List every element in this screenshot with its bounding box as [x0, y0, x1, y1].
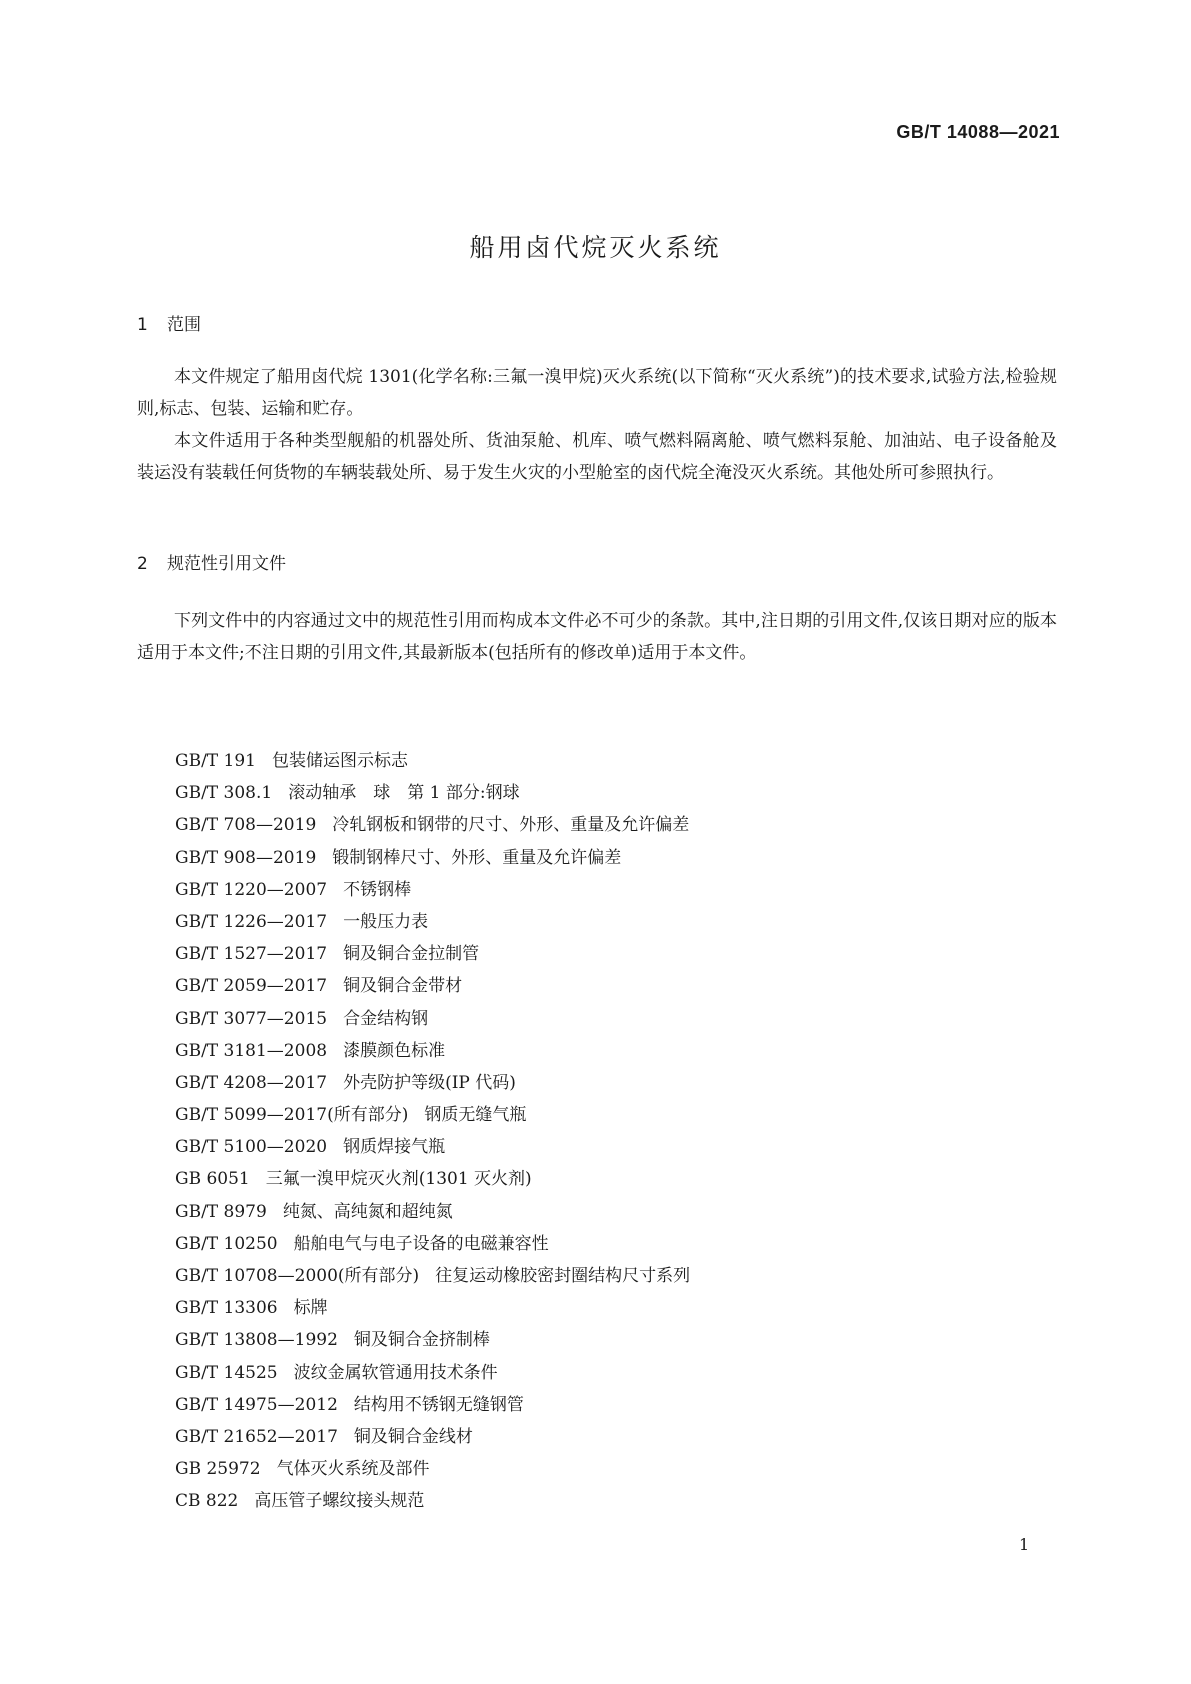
reference-item — [175, 1421, 690, 1453]
reference-title: 铜及铜合金线材 — [353, 1426, 473, 1447]
reference-item — [175, 745, 690, 777]
reference-item — [175, 1228, 690, 1260]
reference-code: GB/T 10250 — [175, 1233, 278, 1254]
reference-title: 铜及铜合金带材 — [343, 976, 463, 997]
reference-code: GB/T 4208—2017 — [175, 1072, 328, 1093]
document-title: 船用卤代烷灭火系统 — [469, 233, 722, 262]
reference-item — [175, 906, 690, 938]
reference-code: GB 6051 — [175, 1169, 250, 1190]
reference-item — [175, 1035, 690, 1067]
reference-item — [175, 1357, 690, 1389]
reference-code: GB/T 8979 — [175, 1201, 267, 1222]
reference-title: 包装储运图示标志 — [272, 751, 408, 771]
section-1-heading — [137, 310, 201, 335]
section-2-paragraph-1: 下列文件中的内容通过文中的规范性引用而构成本文件必不可少的条款。其中,注日期的引用文件,仅该日期对应的版本适用于本文件;不注日期的引用文件,其最新版本(包括所有的修改单)适用于本文件。 — [137, 611, 1057, 663]
reference-title: 气体灭火系统及部件 — [276, 1459, 430, 1480]
reference-title: 铜及铜合金拉制管 — [343, 944, 480, 965]
section-2-number: 2 — [137, 554, 148, 574]
reference-title: 冷轧钢板和钢带的尺寸、外形、重量及允许偏差 — [332, 815, 690, 836]
reference-item — [175, 842, 690, 874]
reference-code: GB/T 13306 — [175, 1298, 278, 1319]
reference-title: 不锈钢棒 — [343, 879, 412, 900]
reference-item — [175, 1196, 690, 1228]
reference-code: GB/T 14975—2012 — [175, 1394, 338, 1415]
reference-title: 合金结构钢 — [343, 1008, 429, 1029]
standard-number: GB/T 14088—2021 — [896, 122, 1060, 142]
reference-code: GB/T 21652—2017 — [175, 1426, 338, 1447]
reference-item — [175, 1324, 690, 1356]
reference-code: GB/T 308.1 — [175, 783, 273, 804]
reference-item — [175, 777, 690, 809]
reference-title: 纯氮、高纯氮和超纯氮 — [282, 1201, 453, 1222]
reference-item — [175, 1003, 690, 1035]
reference-code: GB/T 191 — [175, 751, 256, 771]
page-number: 1 — [1019, 1535, 1030, 1554]
reference-item — [175, 1163, 690, 1195]
reference-title: 铜及铜合金挤制棒 — [353, 1330, 490, 1351]
reference-title: 往复运动橡胶密封圈结构尺寸系列 — [435, 1266, 691, 1286]
reference-code: GB/T 1220—2007 — [175, 879, 328, 900]
section-1-number: 1 — [137, 315, 148, 335]
section-1-title: 范围 — [167, 315, 201, 335]
reference-title: 三氟一溴甲烷灭火剂(1301 灭火剂) — [265, 1169, 532, 1190]
reference-item — [175, 1131, 690, 1163]
reference-title: 滚动轴承 球 第 1 部分:钢球 — [288, 783, 520, 804]
reference-code: GB/T 708—2019 — [175, 815, 317, 836]
reference-title: 波纹金属软管通用技术条件 — [293, 1362, 498, 1383]
reference-item — [175, 1292, 690, 1324]
reference-item — [175, 938, 690, 970]
reference-code: GB/T 13808—1992 — [175, 1330, 338, 1351]
reference-code: GB 25972 — [175, 1459, 261, 1480]
reference-item — [175, 1389, 690, 1421]
section-2-heading — [137, 549, 286, 574]
reference-title: 船舶电气与电子设备的电磁兼容性 — [293, 1233, 549, 1254]
reference-code: GB/T 1527—2017 — [175, 944, 328, 965]
reference-title: 一般压力表 — [343, 911, 429, 932]
reference-title: 锻制钢棒尺寸、外形、重量及允许偏差 — [332, 847, 622, 868]
reference-code: GB/T 10708—2000(所有部分) — [175, 1266, 420, 1286]
reference-list — [175, 745, 690, 1518]
reference-title: 漆膜颜色标准 — [343, 1040, 446, 1061]
reference-title: 结构用不锈钢无缝钢管 — [353, 1394, 524, 1415]
reference-code: GB/T 2059—2017 — [175, 976, 328, 997]
reference-title: 高压管子螺纹接头规范 — [254, 1491, 425, 1512]
reference-title: 外壳防护等级(IP 代码) — [343, 1072, 516, 1093]
reference-code: GB/T 1226—2017 — [175, 911, 328, 932]
reference-code: GB/T 3077—2015 — [175, 1008, 328, 1029]
reference-code: GB/T 5099—2017(所有部分) — [175, 1105, 409, 1126]
reference-item — [175, 874, 690, 906]
reference-code: CB 822 — [175, 1491, 239, 1512]
section-1-paragraph-2: 本文件适用于各种类型舰船的机器处所、货油泵舱、机库、喷气燃料隔离舱、喷气燃料泵舱、加油站、电子设备舱及装运没有装载任何货物的车辆装载处所、易于发生火灾的小型舱室的卤代烷全淹没灭火系统。其他处所可参照执行。 — [137, 431, 1057, 483]
section-2-title: 规范性引用文件 — [167, 554, 286, 574]
reference-item — [175, 970, 690, 1002]
reference-item — [175, 1067, 690, 1099]
reference-item — [175, 1260, 690, 1292]
reference-item — [175, 1099, 690, 1131]
reference-title: 标牌 — [293, 1298, 328, 1319]
reference-title: 钢质焊接气瓶 — [343, 1137, 446, 1158]
reference-code: GB/T 3181—2008 — [175, 1040, 328, 1061]
section-1-paragraph-1: 本文件规定了船用卤代烷 1301(化学名称:三氟一溴甲烷)灭火系统(以下简称“灭火系统”)的技术要求,试验方法,检验规则,标志、包装、运输和贮存。 — [137, 367, 1057, 419]
reference-item — [175, 1453, 690, 1485]
reference-code: GB/T 908—2019 — [175, 847, 317, 868]
reference-item — [175, 809, 690, 841]
reference-code: GB/T 14525 — [175, 1362, 278, 1383]
reference-code: GB/T 5100—2020 — [175, 1137, 328, 1158]
reference-title: 钢质无缝气瓶 — [424, 1105, 527, 1126]
reference-item — [175, 1485, 690, 1517]
